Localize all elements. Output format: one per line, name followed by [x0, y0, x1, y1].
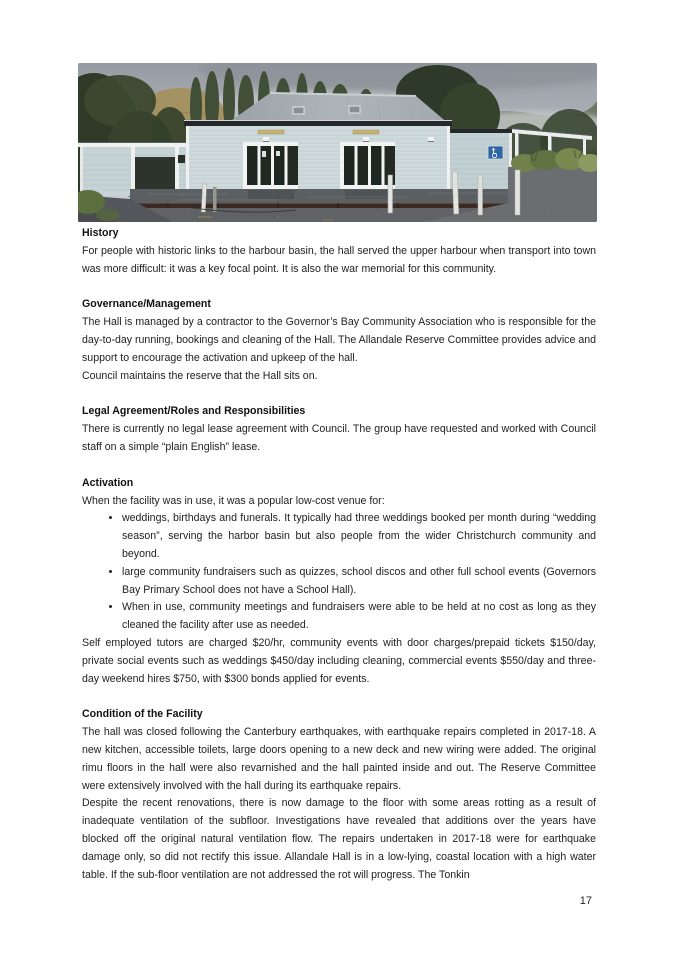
- section-governance: [82, 296, 596, 385]
- section-heading-condition: Condition of the Facility: [82, 708, 203, 721]
- legal-paragraph: There is currently no legal lease agreement with Council. The group have requested and worked with Council staff on a simple “plain English” lease.: [82, 423, 596, 453]
- section-heading-history: History: [82, 227, 119, 239]
- wooden-peg: [213, 187, 217, 212]
- governance-paragraph-2: Council maintains the reserve that the Hall sits on.: [82, 369, 318, 382]
- section-activation: [82, 475, 596, 689]
- list-item: • large community fundraisers such as quizzes, school discos and other full school events (Governors Bay Primary School does not have a School Hall).: [122, 564, 596, 600]
- accessible-parking-sign-icon: [488, 146, 503, 159]
- hall-photo: [78, 63, 597, 222]
- section-heading-legal: Legal Agreement/Roles and Responsibilities: [82, 405, 306, 418]
- section-history: [82, 225, 596, 278]
- section-heading-governance: Governance/Management: [82, 298, 211, 311]
- section-legal: [82, 403, 596, 456]
- hall-left-wing: [78, 142, 188, 196]
- activation-outro: Self employed tutors are charged $20/hr, community events with door charges/prepaid tickets $150/day, private social events such as weddings $450/day including cleaning, commercial events $550/day and three-day weekend hires $750, with $300 bonds applied for events.: [82, 636, 596, 685]
- section-heading-activation: Activation: [82, 476, 134, 489]
- hall-wall: [186, 126, 450, 190]
- document-body: [82, 225, 596, 884]
- condition-paragraph-1: The hall was closed following the Canterbury earthquakes, with earthquake repairs completed in 2017-18. A new kitchen, accessible toilets, large doors opening to a new deck and new wiring were added. The original rimu floors in the hall were also revarnished and the hall painted inside and out. The Reserve Committee were extensively involved with the hall during its earthquake repairs.: [82, 726, 596, 792]
- history-paragraph: For people with historic links to the harbour basin, the hall served the upper harbour when transport into town was more difficult: it was a key focal point. It is also the war memorial for this community.: [82, 244, 596, 275]
- activation-bullet-list: [82, 510, 596, 635]
- page-number: 17: [579, 895, 592, 907]
- condition-paragraph-2: Despite the recent renovations, there is now damage to the floor with some areas rotting as a result of inadequate ventilation of the subfloor. Investigations have revealed that additions over the years have blocked off the original natural ventilation flow. The repairs undertaken in 2017-18 were for earthquake damage only, so did not rectify this issue. Allandale Hall is in a low-lying, coastal location with a high water table. If the sub-floor ventilation are not addressed the rot will progress. The Tonkin: [82, 797, 596, 881]
- governance-paragraph-1: The Hall is managed by a contractor to the Governor’s Bay Community Association who is responsible for the day-to-day running, bookings and cleaning of the Hall. The Allandale Reserve Committee provides advice and support to encourage the activation and upkeep of the hall.: [82, 316, 596, 364]
- section-condition: [82, 706, 596, 884]
- list-item: • weddings, birthdays and funerals. It typically had three weddings booked per month during “wedding season”, serving the harbor basin but also people from the wider Christchurch community and beyond.: [122, 510, 596, 563]
- list-item: • When in use, community meetings and fundraisers were able to be held at no cost as long as they cleaned the facility after use as needed.: [122, 599, 596, 635]
- activation-intro: When the facility was in use, it was a popular low-cost venue for:: [82, 494, 385, 507]
- fascia: [184, 121, 452, 126]
- french-doors-right: [340, 142, 395, 190]
- hall-photo-scene: [78, 63, 597, 222]
- french-doors-left: [243, 142, 298, 190]
